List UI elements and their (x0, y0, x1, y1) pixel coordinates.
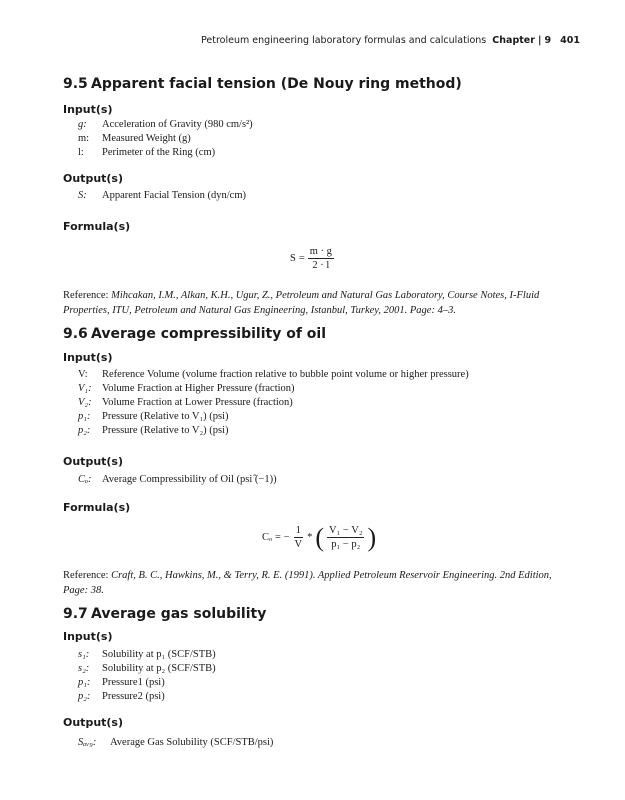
description: Pressure (Relative to V₁) (psi) (102, 411, 229, 422)
reference (63, 288, 563, 318)
symbol: p₂: (78, 691, 91, 702)
description: Average Compressibility of Oil (psi ̂(−1)) (102, 474, 277, 485)
section-number: 9.5 (63, 76, 88, 92)
numerator: m · g (309, 246, 332, 257)
running-header (201, 35, 580, 46)
symbol: g: (78, 119, 87, 130)
symbol: p₂: (78, 425, 91, 436)
left-paren: ( (315, 522, 325, 552)
input-row (78, 425, 229, 436)
symbol: V: (78, 369, 88, 380)
symbol: s₂: (78, 663, 90, 674)
description: Pressure2 (psi) (102, 691, 165, 702)
section-title-text: Average gas solubility (91, 606, 267, 622)
section-title-text: Apparent facial tension (De Nouy ring method) (91, 76, 462, 92)
input-row (78, 691, 165, 702)
input-row (78, 119, 253, 130)
outputs-heading: Output(s) (63, 716, 124, 729)
symbol: Cₒ: (78, 474, 92, 485)
description: Solubility at p₂ (SCF/STB) (102, 663, 216, 674)
formula-heading: Formula(s) (63, 220, 131, 233)
chapter-number: 9 (544, 35, 552, 46)
symbol: p₁: (78, 411, 91, 422)
description: Pressure1 (psi) (102, 677, 165, 688)
denominator: p₁ − p₂ (331, 539, 361, 550)
outputs-heading: Output(s) (63, 455, 124, 468)
symbol: Sₐᵥ₉: (78, 737, 97, 748)
input-row (78, 397, 293, 408)
input-row (78, 147, 215, 158)
reference-text: Craft, B. C., Hawkins, M., & Terry, R. E. (1991). Applied Petroleum Reservoir Engineering. 2nd Edition, Page: 38. (63, 570, 552, 596)
output-row (78, 474, 277, 485)
header-separator: | (537, 35, 542, 46)
right-paren: ) (367, 522, 377, 552)
section-title-text: Average compressibility of oil (91, 326, 326, 342)
description: Measured Weight (g) (102, 133, 191, 144)
description: Volume Fraction at Higher Pressure (fraction) (102, 383, 295, 394)
symbol: s₁: (78, 649, 90, 660)
input-row (78, 677, 165, 688)
denominator: 2 · l (312, 260, 330, 271)
formula (290, 245, 334, 272)
outputs-heading: Output(s) (63, 172, 124, 185)
reference-label: Reference: (63, 570, 109, 581)
description: Average Gas Solubility (SCF/STB/psi) (110, 737, 274, 748)
denominator: V (294, 539, 303, 550)
formula-lhs: Cₒ (262, 532, 273, 543)
reference (63, 568, 563, 598)
fraction (327, 524, 364, 551)
inputs-heading: Input(s) (63, 103, 113, 116)
section-title (63, 76, 462, 92)
symbol: V₂: (78, 397, 92, 408)
formula-equals: = − (275, 532, 290, 543)
reference-label: Reference: (63, 290, 109, 301)
description: Solubility at p₁ (SCF/STB) (102, 649, 216, 660)
description: Pressure (Relative to V₂) (psi) (102, 425, 229, 436)
reference-text: Mihcakan, I.M., Alkan, K.H., Ugur, Z., Petroleum and Natural Gas Laboratory, Course Notes, I-Fluid Properties, ITU, Petroleum and Natural Gas Engineering, Istanbul, Turkey, 2001. Page: 4–3. (63, 290, 540, 316)
description: Acceleration of Gravity (980 cm/s²) (102, 119, 253, 130)
symbol: p₁: (78, 677, 91, 688)
formula (262, 524, 376, 551)
output-row (78, 737, 273, 748)
fraction (293, 524, 305, 551)
chapter-label: Chapter (492, 35, 535, 46)
section-number: 9.6 (63, 326, 88, 342)
input-row (78, 369, 469, 380)
formula-operator: * (307, 532, 313, 543)
description: Reference Volume (volume fraction relative to bubble point volume or higher pressure) (102, 369, 469, 380)
symbol: V₁: (78, 383, 92, 394)
symbol: l: (78, 147, 84, 158)
formula-equals: = (298, 253, 305, 264)
input-row (78, 133, 191, 144)
formula-lhs: S (290, 253, 296, 264)
formula-heading: Formula(s) (63, 501, 131, 514)
input-row (78, 383, 295, 394)
symbol: S: (78, 190, 87, 201)
page-number: 401 (560, 35, 580, 46)
running-title: Petroleum engineering laboratory formulas and calculations (200, 35, 487, 46)
description: Perimeter of the Ring (cm) (102, 147, 216, 158)
fraction (308, 245, 334, 272)
section-title (63, 326, 326, 342)
section-title (63, 606, 266, 622)
inputs-heading: Input(s) (63, 630, 113, 643)
output-row (78, 190, 246, 201)
description: Volume Fraction at Lower Pressure (fraction) (102, 397, 293, 408)
input-row (78, 649, 216, 660)
numerator: V₁ − V₂ (329, 525, 363, 536)
numerator: 1 (295, 525, 301, 536)
input-row (78, 663, 216, 674)
description: Apparent Facial Tension (dyn/cm) (102, 190, 246, 201)
symbol: m: (78, 133, 90, 144)
inputs-heading: Input(s) (63, 351, 113, 364)
input-row (78, 411, 229, 422)
section-number: 9.7 (63, 606, 88, 622)
